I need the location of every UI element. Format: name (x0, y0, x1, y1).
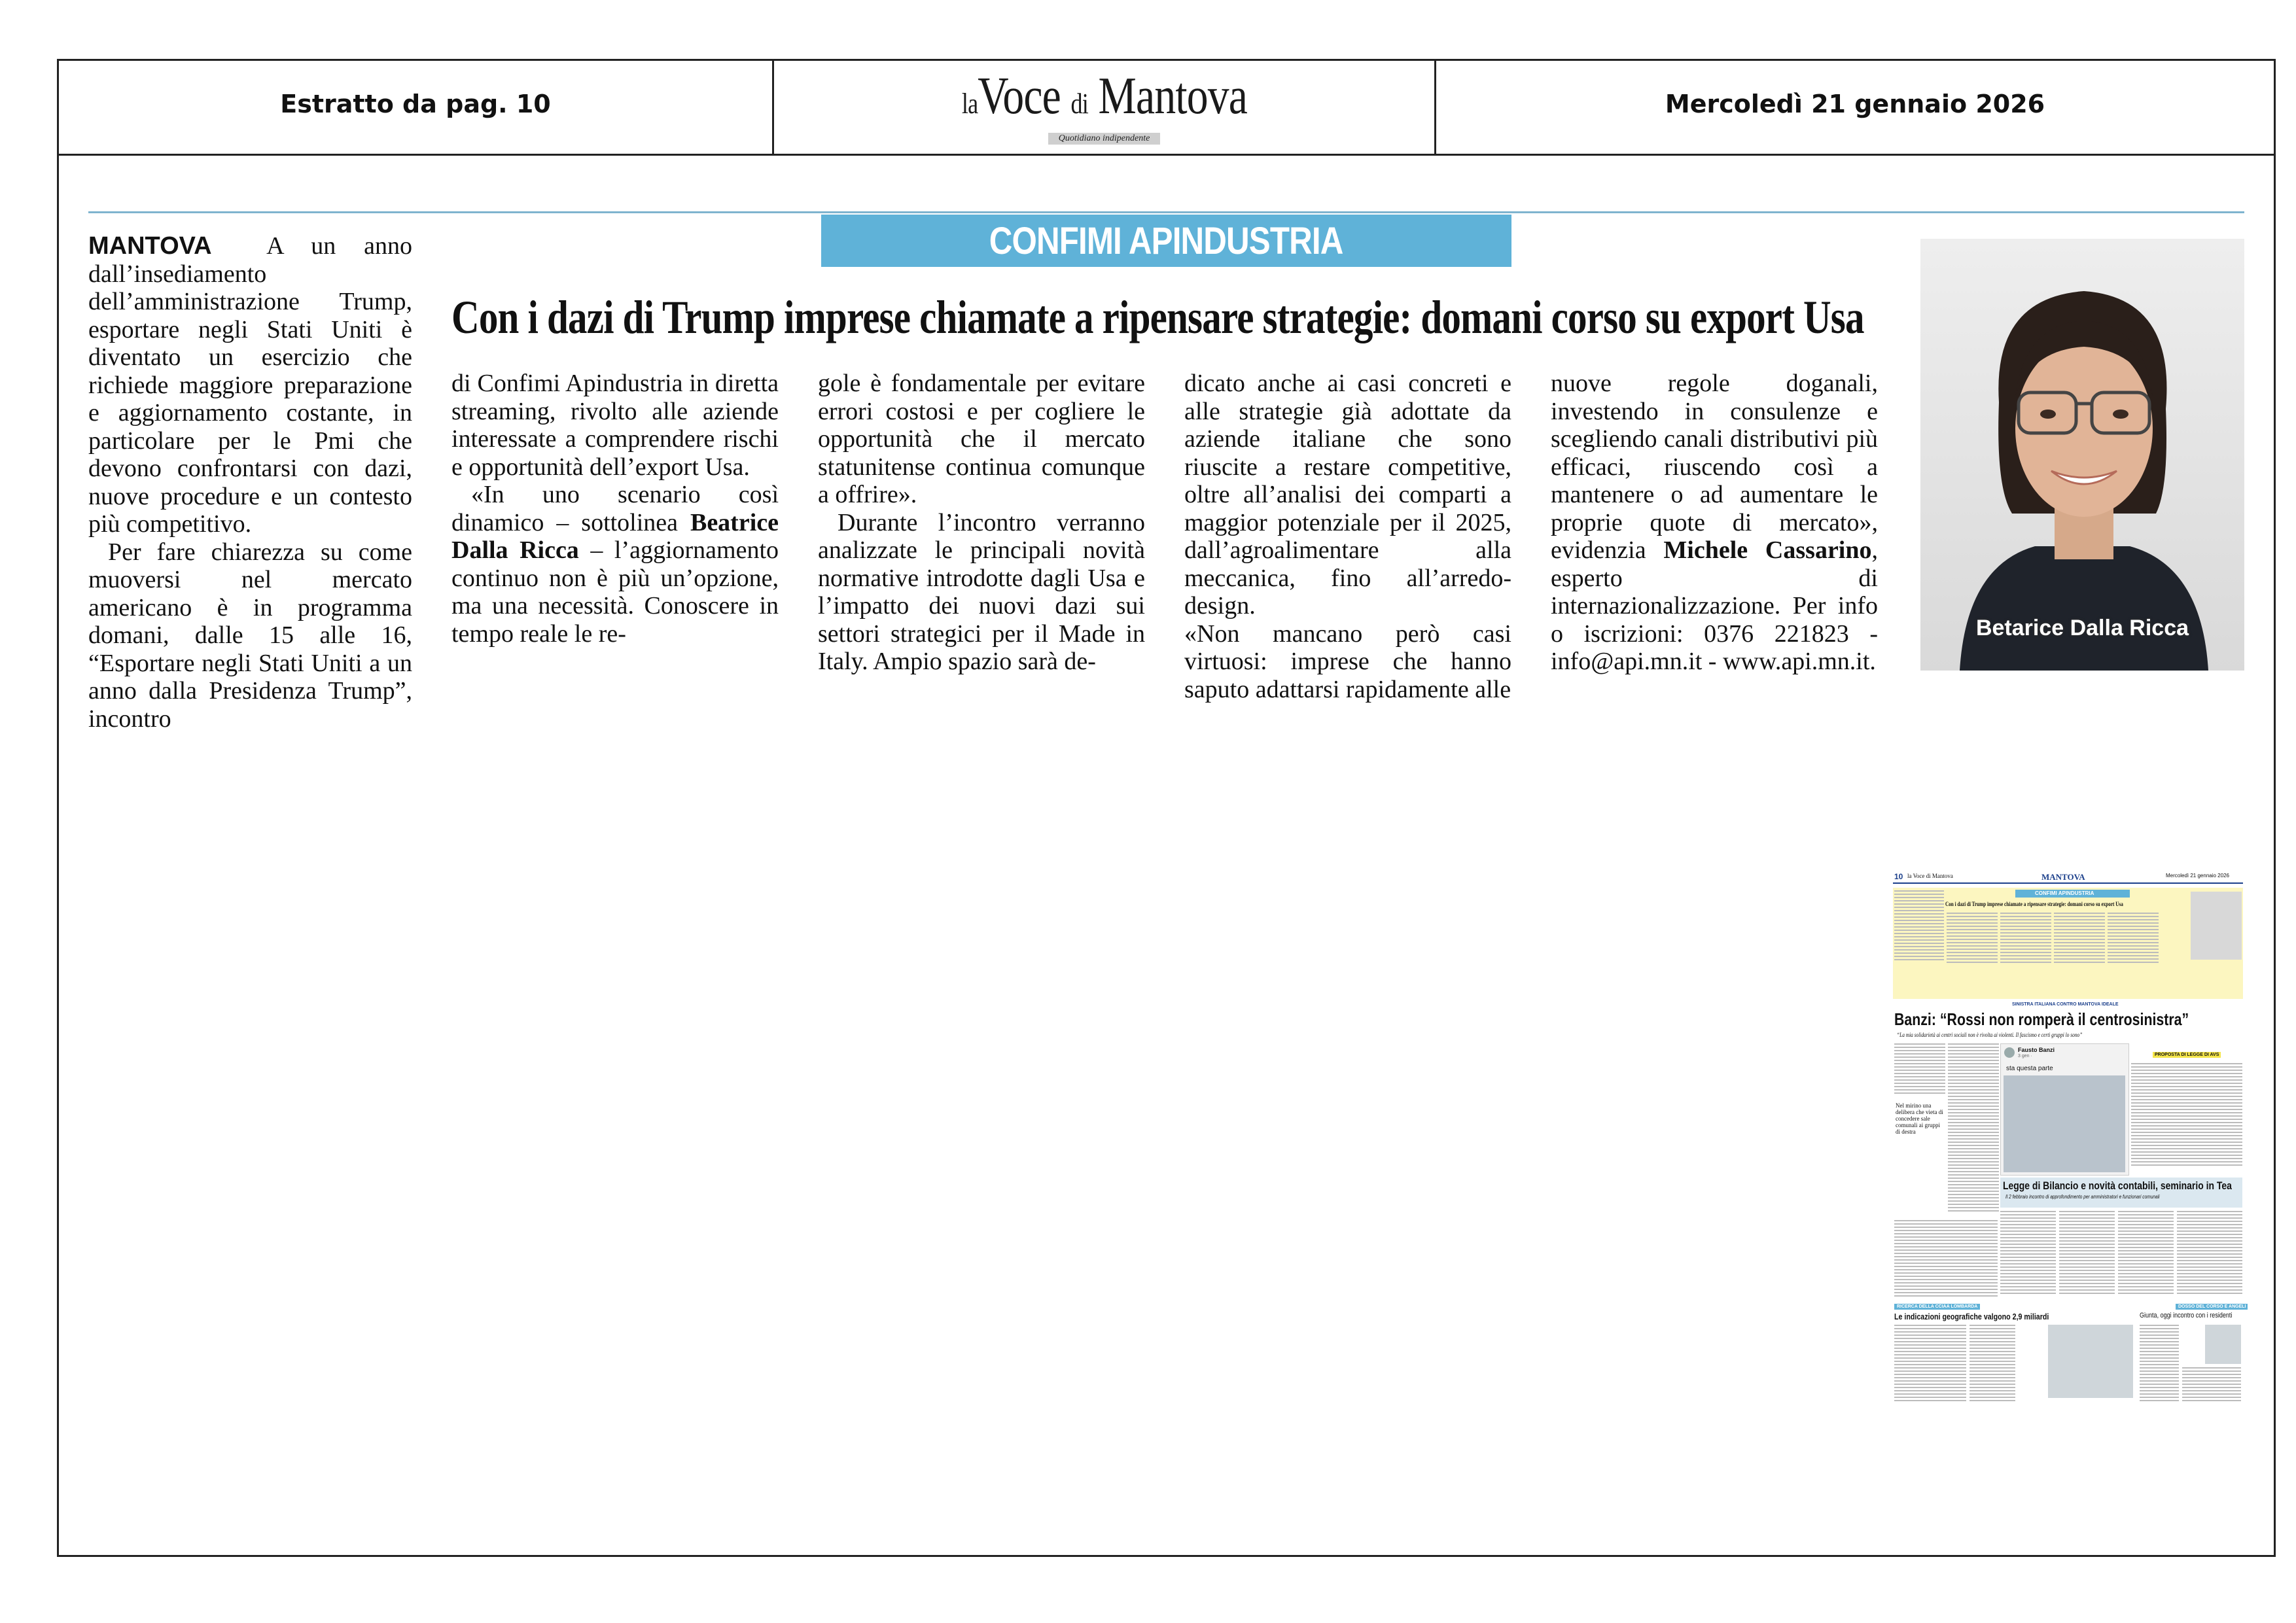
article-column-4 (1184, 370, 1511, 703)
section-banner (821, 215, 1511, 267)
thumb-fb-image (2004, 1075, 2125, 1172)
thumb-text-block (2000, 913, 2051, 964)
thumb-fb-text: sta questa parte (2006, 1065, 2053, 1072)
thumb-text-block (1894, 1325, 1966, 1402)
thumb-section-name: MANTOVA (2041, 872, 2085, 882)
avatar (2004, 1047, 2015, 1058)
thumb-text-block (2140, 1325, 2179, 1402)
thumb-text-block (2059, 1211, 2115, 1296)
thumb-facebook-post (2000, 1043, 2129, 1176)
article-paragraph: Durante l’incontro verranno analizzate le principali novità normative introdotte dagli Usa e l’impatto dei nuovi dazi sui settori strategici per il Made in Italy. Ampio spazio sarà de- (818, 508, 1145, 675)
article-paragraph: «Non mancano però casi virtuosi: imprese che hanno saputo adattarsi rapidamente alle (1184, 620, 1511, 703)
portrait-illustration (1920, 239, 2244, 671)
article-paragraph: gole è fondamentale per evitare errori costosi e per cogliere le opportunità che il mercato statunitense continua comunque a offrire». (818, 370, 1145, 508)
article-headline: Con i dazi di Trump imprese chiamate a ripensare strategie: domani corso su export Usa (451, 291, 1864, 343)
thumb-text-block (2118, 1211, 2174, 1296)
thumb-sidebar-quote: Nel mirino una delibera che vieta di concedere sale comunali ai gruppi di destra (1896, 1102, 1943, 1135)
thumb-kicker: SINISTRA ITALIANA CONTRO MANTOVA IDEALE (2012, 1002, 2119, 1007)
page-header (59, 61, 2274, 156)
thumb-text-block (2131, 1063, 2242, 1168)
article-column-2 (451, 370, 779, 648)
thumb-subhead-2: “La mia solidarietà ai centri sociali non è rivolta ai violenti. Il fascismo e certi gruppi lo sono” (1897, 1032, 2083, 1038)
quoted-person-name: Michele Cassarino (1663, 536, 1872, 564)
newspaper-logo (774, 61, 1436, 154)
thumb-text-block (1969, 1325, 2015, 1402)
article-paragraph: Per fare chiarezza su come muoversi nel mercato americano è in programma domani, dalle 15 alle 16, “Esportare negli Stati Uniti a un anno dalla Presidenza Trump”, incontro (88, 538, 412, 733)
thumb-text-block (1894, 1220, 1998, 1299)
thumb-photo (2191, 892, 2242, 960)
photo-caption: Betarice Dalla Ricca (1975, 616, 2189, 640)
thumb-paper-name: la Voce di Mantova (1907, 873, 1953, 879)
article-paragraph: di Confimi Apindustria in diretta streaming, rivolto alle aziende interessate a comprendere rischi e opportunità dell’export Usa. (451, 370, 779, 481)
thumb-section-label: CONFIMI APINDUSTRIA (2035, 890, 2094, 896)
thumb-fb-name: Fausto Banzi (2018, 1047, 2055, 1053)
thumb-fb-time: 3 gen · (2018, 1054, 2032, 1058)
thumb-text-block (1894, 1043, 1945, 1096)
thumb-headline-4: Le indicazioni geografiche valgono 2,9 miliardi (1894, 1312, 2049, 1321)
article-column-5 (1551, 370, 1878, 676)
thumb-headline-2: Banzi: “Rossi non romperà il centrosinistra” (1894, 1009, 2189, 1029)
top-rule (88, 211, 2244, 213)
extract-page-label: Estratto da pag. 10 (59, 61, 774, 154)
section-label: CONFIMI APINDUSTRIA (989, 219, 1343, 262)
thumb-text-block (2000, 1211, 2056, 1296)
thumb-photo (2048, 1325, 2133, 1398)
article-paragraph: «In uno scenario così dinamico – sottolinea Beatrice Dalla Ricca – l’aggiornamento continuo non è più un’opzione, ma una necessità. Conoscere in tempo reale le re- (451, 481, 779, 648)
article-paragraph: nuove regole doganali, investendo in consulenze e scegliendo canali distributivi più efficaci, riuscendo così a mantenere o ad aumentare le proprie quote di mercato», evidenzia Michele Cassarino, esperto di internazionalizzazione. Per info o iscrizioni: 0376 221823 - info@api.mn.it - www.api.mn.it. (1551, 370, 1879, 675)
thumb-text-block (2177, 1211, 2242, 1296)
thumb-text-block (1947, 913, 1998, 964)
dateline: MANTOVA (88, 232, 212, 260)
thumb-text-block (2054, 913, 2105, 964)
thumb-photo (2205, 1325, 2241, 1364)
article-paragraph: dicato anche ai casi concreti e alle strategie già adottate da aziende italiane che sono riuscite a restare competitive, oltre all’analisi dei comparti a maggior potenziale per il 2025, dall’agroalimentare alla meccanica, fino all’arredo-design. (1184, 370, 1511, 620)
quoted-person-name: Beatrice Dalla Ricca (451, 508, 779, 564)
thumb-headline-5: Giunta, oggi incontro con i residenti (2140, 1312, 2233, 1319)
portrait-photo (1920, 239, 2244, 671)
thumb-kicker: DOSSO DEL CORSO E ANGELI (2176, 1304, 2248, 1310)
thumb-date: Mercoledì 21 gennaio 2026 (2166, 873, 2229, 879)
thumb-proposal-label: PROPOSTA DI LEGGE DI AVS (2153, 1052, 2221, 1058)
thumb-kicker: RICERCA DELLA CCIAA LOMBARDA (1894, 1304, 1980, 1310)
thumb-page-number: 10 (1894, 872, 1903, 881)
thumb-headline-3: Legge di Bilancio e novità contabili, seminario in Tea (2003, 1179, 2232, 1192)
thumb-text-block (2182, 1367, 2241, 1401)
article-paragraph: MANTOVA A un anno dall’insediamento dell’amministrazione Trump, esportare negli Stati Uniti è diventato un esercizio che richiede maggiore preparazione e aggiornamento costante, in particolare per le Pmi che devono confrontarsi con dazi, nuove procedure e un contesto più competitivo. (88, 232, 412, 538)
issue-date: Mercoledì 21 gennaio 2026 (1665, 90, 2045, 118)
thumb-text-block (2108, 913, 2159, 964)
article-column-1 (88, 232, 412, 733)
thumb-text-block (1948, 1043, 1999, 1213)
thumb-subhead-3: Il 2 febbraio incontro di approfondimento per amministratori e funzionari comunali (2005, 1194, 2160, 1200)
thumb-rule (1893, 882, 2243, 884)
thumb-text-block (1894, 890, 1944, 962)
page-thumbnail (1888, 867, 2248, 1406)
thumb-mini-headline: Con i dazi di Trump imprese chiamate a ripensare strategie: domani corso su export Usa (1945, 901, 2123, 907)
logo-tagline: Quotidiano indipendente (1048, 133, 1161, 145)
logo-wordmark: laVoce di Mantova (961, 67, 1247, 125)
article-column-3 (818, 370, 1145, 676)
